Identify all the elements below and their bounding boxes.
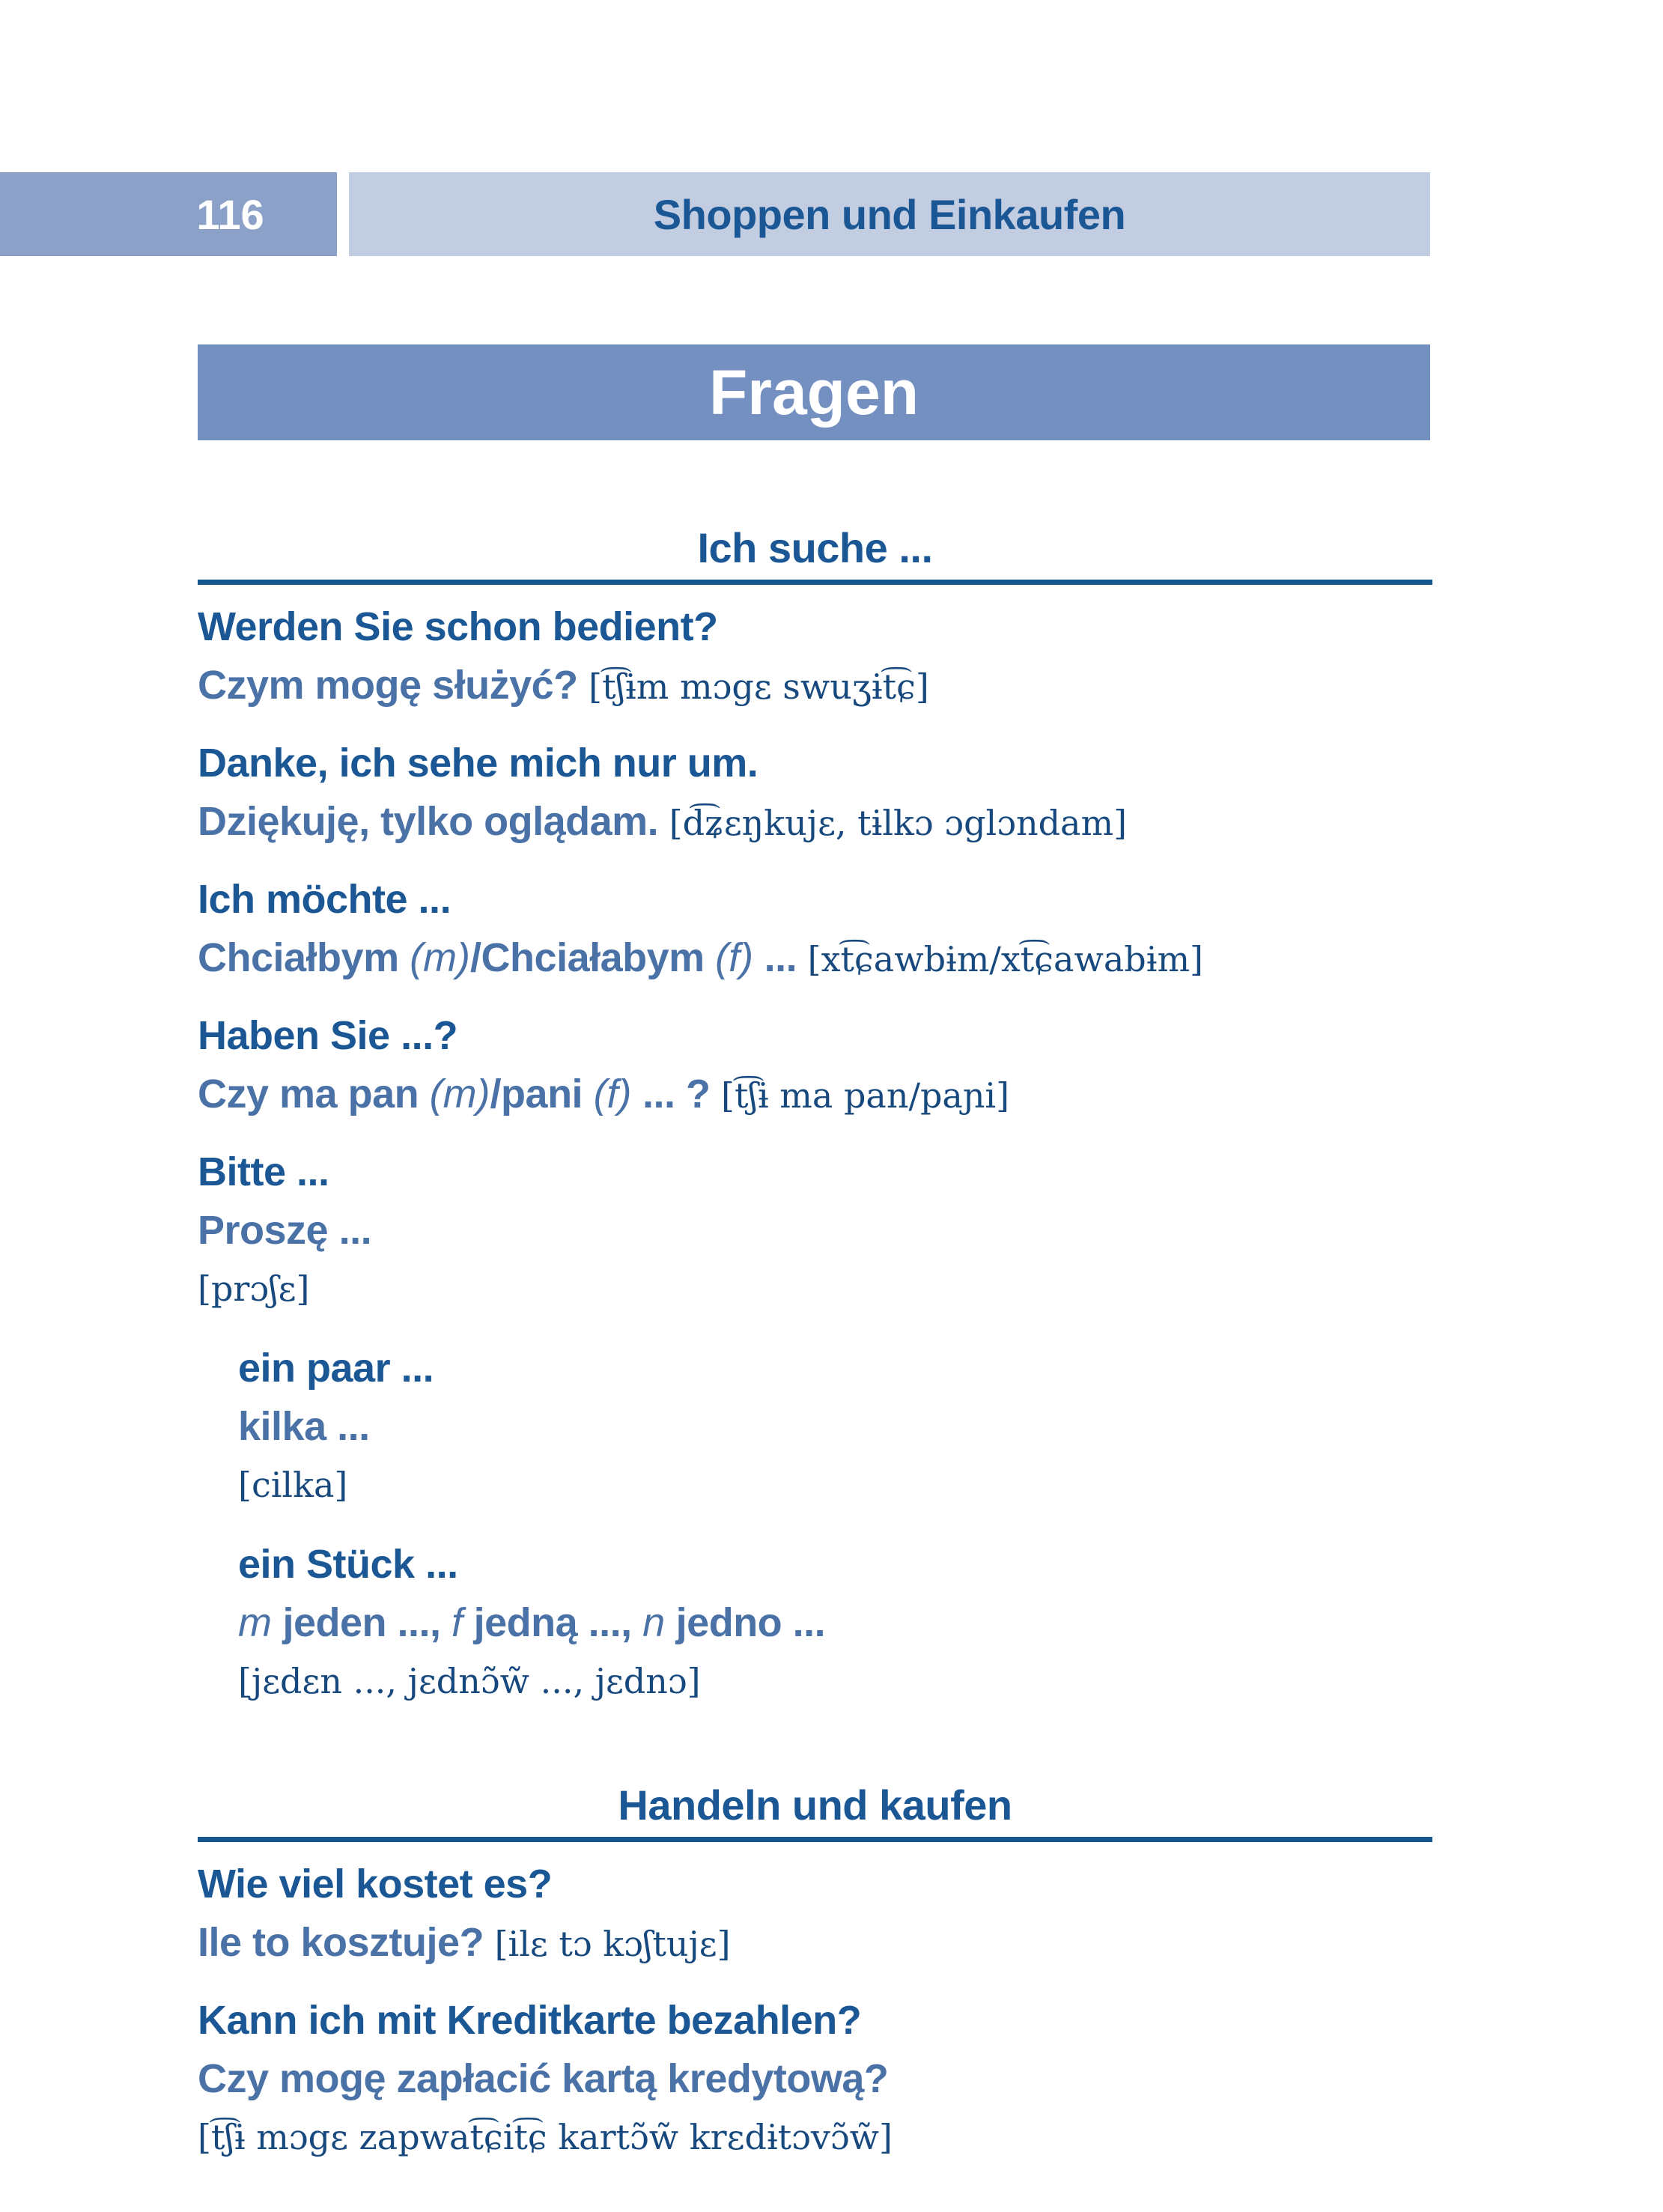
ipa-transcription: [ilɛ tɔ kɔʃtujɛ] xyxy=(494,1924,731,1964)
translation-line xyxy=(198,661,1432,720)
phrase-entries xyxy=(198,1860,1432,2170)
page-content xyxy=(198,524,1432,2190)
section-ich-suche xyxy=(198,524,1432,1714)
polish-phrase: jeden ..., xyxy=(271,1600,452,1645)
german-phrase: ein Stück ... xyxy=(238,1542,458,1587)
section-handeln-und-kaufen xyxy=(198,1781,1432,2170)
phrase-subentry xyxy=(198,1344,1432,1518)
ipa-line xyxy=(238,1461,1432,1518)
chapter-title-box xyxy=(349,172,1430,256)
german-line xyxy=(198,603,1432,661)
phrase-entry xyxy=(198,1148,1432,1322)
gender-marker: n xyxy=(642,1600,666,1645)
polish-phrase: Czy mogę zapłacić kartą kredytową? xyxy=(198,2056,889,2101)
phrase-entry xyxy=(198,739,1432,856)
translation-line xyxy=(198,1070,1432,1128)
polish-phrase: Proszę ... xyxy=(198,1208,372,1253)
polish-phrase: kilka ... xyxy=(238,1404,370,1449)
german-line xyxy=(198,1148,1432,1206)
phrase-entry xyxy=(198,1012,1432,1128)
section-rule xyxy=(198,580,1432,585)
phrase-subentry xyxy=(198,1540,1432,1714)
ipa-transcription: [prɔʃɛ] xyxy=(198,1268,310,1309)
german-line xyxy=(238,1344,1432,1403)
section-rule xyxy=(198,1837,1432,1842)
polish-phrase: ... xyxy=(753,935,808,980)
ipa-line xyxy=(238,1657,1432,1714)
phrase-entries xyxy=(198,603,1432,1714)
page-number-box xyxy=(0,172,337,256)
ipa-line xyxy=(198,2113,1432,2170)
german-line xyxy=(198,739,1432,797)
translation-line xyxy=(198,797,1432,856)
phrase-entry xyxy=(198,603,1432,720)
gender-marker: m xyxy=(238,1600,272,1645)
polish-phrase: Chciałbym xyxy=(198,935,410,980)
german-phrase: Haben Sie ...? xyxy=(198,1013,458,1058)
german-phrase: ein paar ... xyxy=(238,1346,434,1391)
chapter-title: Shoppen und Einkaufen xyxy=(653,190,1126,238)
page-number: 116 xyxy=(196,190,264,238)
gender-marker: (f) xyxy=(593,1072,632,1116)
ipa-transcription: [jɛdɛn ..., jɛdnɔ̃w̃ ..., jɛdnɔ] xyxy=(238,1661,701,1701)
polish-phrase: jedno ... xyxy=(665,1600,826,1645)
gender-marker: (m) xyxy=(429,1072,490,1116)
german-line xyxy=(198,1012,1432,1070)
polish-phrase: ... ? xyxy=(631,1072,722,1116)
translation-line xyxy=(198,1918,1432,1977)
translation-line xyxy=(238,1599,1432,1657)
german-line xyxy=(198,875,1432,934)
polish-phrase: Czym mogę służyć? xyxy=(198,663,589,708)
german-line xyxy=(238,1540,1432,1599)
german-phrase: Bitte ... xyxy=(198,1149,329,1194)
polish-phrase: /pani xyxy=(490,1072,594,1116)
german-line xyxy=(198,1860,1432,1918)
ipa-transcription: [xt͡ɕawbɨm/xt͡ɕawabɨm] xyxy=(807,939,1204,979)
section-heading: Handeln und kaufen xyxy=(618,1781,1012,1829)
translation-line xyxy=(238,1403,1432,1461)
ipa-transcription: [t͡ʃɨ ma pan/paɲi] xyxy=(721,1075,1010,1116)
german-phrase: Ich möchte ... xyxy=(198,877,452,922)
translation-line xyxy=(198,934,1432,992)
section-heading: Ich suche ... xyxy=(697,524,933,571)
polish-phrase: Ile to kosztuje? xyxy=(198,1920,495,1965)
german-phrase: Werden Sie schon bedient? xyxy=(198,604,718,649)
polish-phrase: Dziękuję, tylko oglądam. xyxy=(198,799,669,844)
phrase-entry xyxy=(198,1860,1432,1977)
phrase-entry xyxy=(198,1996,1432,2170)
ipa-transcription: [t͡ʃɨm mɔgɛ swuʒɨt͡ɕ] xyxy=(589,666,929,707)
phrase-entry xyxy=(198,875,1432,992)
page-header xyxy=(0,172,1430,256)
gender-marker: (f) xyxy=(715,935,754,980)
gender-marker: (m) xyxy=(410,935,471,980)
german-line xyxy=(198,1996,1432,2055)
ipa-line xyxy=(198,1265,1432,1322)
ipa-transcription: [cilka] xyxy=(238,1465,348,1505)
ipa-transcription: [t͡ʃɨ mɔgɛ zapwat͡ɕit͡ɕ kartɔ̃w̃ krɛdɨtɔvɔ̃w̃] xyxy=(198,2117,893,2157)
banner-title: Fragen xyxy=(708,356,919,428)
section-banner xyxy=(198,344,1430,440)
ipa-transcription: [d͡ʑɛŋkujɛ, tɨlkɔ ɔglɔndam] xyxy=(669,803,1128,843)
polish-phrase: jedną ..., xyxy=(463,1600,643,1645)
translation-line xyxy=(198,2055,1432,2113)
german-phrase: Wie viel kostet es? xyxy=(198,1862,553,1906)
polish-phrase: /Chciałabym xyxy=(470,935,716,980)
translation-line xyxy=(198,1206,1432,1265)
gender-marker: f xyxy=(452,1600,463,1645)
german-phrase: Danke, ich sehe mich nur um. xyxy=(198,741,758,786)
polish-phrase: Czy ma pan xyxy=(198,1072,430,1116)
german-phrase: Kann ich mit Kreditkarte bezahlen? xyxy=(198,1998,862,2043)
